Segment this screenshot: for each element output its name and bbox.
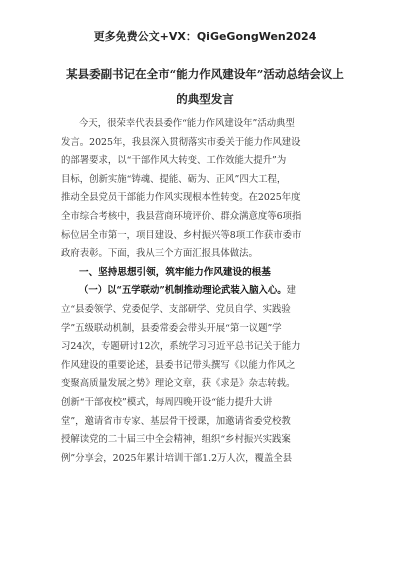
body-line: 授解读党的二十届三中全会精神，组织“乡村振兴实践案 <box>61 434 291 446</box>
title-line-1: 某县委副书记在全市“能力作风建设年”活动总结会议上 <box>66 67 344 81</box>
body-line: 例”分享会，2025年累计培训干部1.2万人次，覆盖全县 <box>61 452 293 464</box>
body-line: 立“县委领学、党委促学、支部研学、党员自学、实践验 <box>61 303 291 315</box>
body-line: 发言。2025年，我县深入贯彻落实市委关于能力作风建设 <box>61 136 301 148</box>
subsection-heading-rest: 建 <box>286 285 297 297</box>
subsection-heading-bold: （一）以“五学联动”机制推动理论武装入脑入心。 <box>79 285 287 297</box>
body-line: 习24次，专题研讨12次，系统学习习近平总书记关于能力 <box>61 341 301 353</box>
body-line: 变聚高质量发展之势》理论文章，获《求是》杂志转载。 <box>61 378 296 390</box>
body-line: 学”五级联动机制，县委常委会带头开展“第一议题”学 <box>61 322 282 334</box>
document-title <box>52 62 358 112</box>
body-line: 的部署要求，以“干部作风大转变、工作效能大提升”为 <box>61 155 287 167</box>
body-line: 作风建设的重要论述，县委书记带头撰写《以能力作风之 <box>61 359 296 371</box>
section-heading: 一、坚持思想引领，筑牢能力作风建设的根基 <box>79 266 271 278</box>
body-line: 标位居全市第一，项目建设、乡村振兴等8项工作获市委市 <box>61 229 302 241</box>
body-line: 目标，创新实施“铸魂、提能、砺为、正风”四大工程， <box>61 173 287 185</box>
body-line: 创新“干部夜校”模式，每周四晚开设“能力提升大讲 <box>61 396 273 408</box>
body-line: 堂”，邀请省市专家、基层骨干授课，加邀请省委党校教 <box>61 415 291 427</box>
document-body <box>61 115 349 468</box>
promo-banner: 更多免费公文+VX：QiGeGongWen2024 <box>93 30 317 43</box>
body-line: 推动全县党员干部能力作风实现根本性转变。在2025年度 <box>61 192 301 204</box>
title-line-2: 的典型发言 <box>176 92 234 106</box>
body-line: 全市综合考核中，我县营商环境评价、群众满意度等6项指 <box>61 210 302 222</box>
body-line: 今天，很荣幸代表县委作“能力作风建设年”活动典型 <box>79 118 295 129</box>
subsection-heading <box>61 282 349 301</box>
body-line: 政府表彰。下面，我从三个方面汇报具体做法。 <box>61 248 258 260</box>
